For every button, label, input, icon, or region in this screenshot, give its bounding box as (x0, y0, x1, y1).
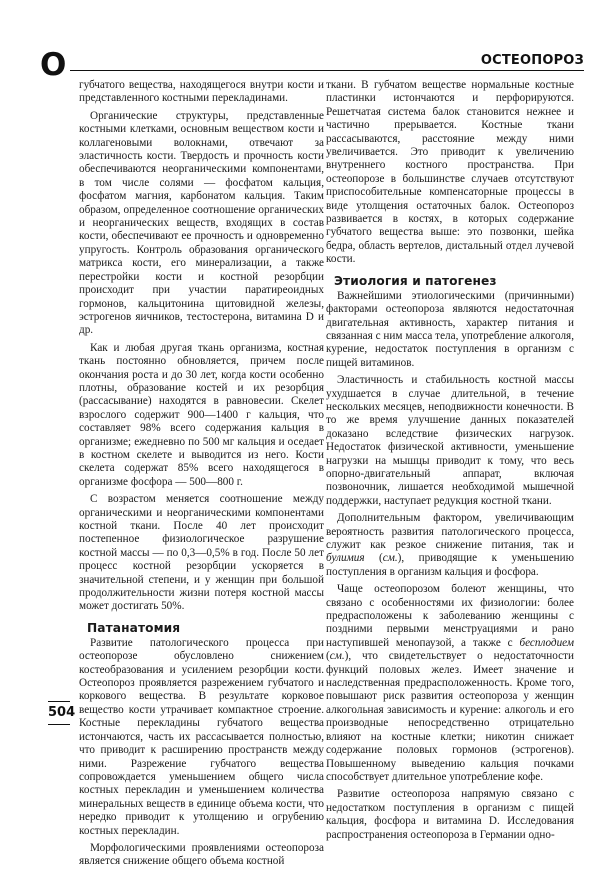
paragraph: Органические структуры, представленные костными клетками, основным веществом кости и коллагеновыми волокнами, отвечают за эластичность кости. Твердость и прочность кости обеспечиваются неорганическими компонентами, в том числе солями — фосфатом кальция, фосфатом магния, карбонатом кальция. Таким образом, определенное соотношение органических и неорганических веществ, входящих в состав кости, обеспечивают ее прочность и одновременно упругость. Контроль образования органического матрикса кости, его минерализации, а также перестройки кости и костной резорбции происходит при участии паратиреоидных гормонов, кальцитонина щитовидной железы, эстрогенов яичников, тестостерона, витамина D и др. (79, 109, 324, 337)
paragraph (326, 512, 574, 579)
section-heading-pathanatomy: Патанатомия (87, 620, 181, 635)
paragraph (326, 583, 574, 784)
text-run: Чаще остеопорозом болеют женщины, что связано с особенностями их физиологии: более предрасположены к заболеванию женщины с поздними первыми менструациями и рано наступившей менопаузой, а также с (326, 583, 574, 649)
paragraph: Важнейшими этиологическими (причинными) факторами остеопороза являются недостаточная двигательная активность, характер питания и связанная с ним масса тела, употребление алкоголя, курение, недостаток поступления в организм с пищей витаминов. (326, 289, 574, 369)
running-title: ОСТЕОПОРОЗ (480, 53, 584, 68)
text-run: ), приводящие к уменьшению поступления в организм кальция и фосфора. (326, 552, 574, 578)
section-heading-etiology: Этиология и патогенез (334, 273, 497, 288)
paragraph: Развитие патологического процесса при остеопорозе обусловлено снижением костеобразования и усилением резорбции кости. Остеопороз проявляется разрежением губчатого и коркового вещества. В результате корковое вещество кости утрачивает компактное строение. Костные перекладины губчатого вещества истончаются, часть их рассасывается полностью, что приводит к расширению пространств между ними. Разрежение губчатого вещества сопровождается уменьшением общего числа костных перекладин и уменьшением количества минеральных веществ в единице объема кости, что нередко приводит к утолщению и огрубению костных перекладин. (79, 636, 324, 837)
paragraph: губчатого вещества, находящегося внутри кости и представленного костными перекладинами. (79, 79, 324, 105)
right-column (326, 79, 574, 842)
page-number: 504 (48, 705, 76, 720)
left-column (79, 79, 324, 869)
section-letter: О (40, 47, 67, 83)
text-run: ( (326, 650, 330, 663)
cross-reference-infertility[interactable]: бесплодием (519, 636, 574, 649)
see-reference: см. (329, 650, 345, 663)
page-number-rule-bottom (48, 724, 70, 725)
paragraph: Морфологическими проявлениями остеопороза является снижение общего объема костной (79, 841, 324, 868)
text-run: ( (364, 552, 383, 565)
paragraph: ткани. В губчатом веществе нормальные костные пластинки истончаются и перфорируются. Решетчатая система балок становится нежнее и частично прерывается. Костные ткани рассасываются, расстояние между ними увеличивается. Это приводит к увеличению внутреннего костного пространства. При остеопорозе в большинстве случаев отсутствуют приспособительные компенсаторные процессы в виде утолщения остаточных балок. Остеопороз развивается в костях, в которых содержание губчатого вещества выше: это позвонки, шейка бедра, область вертелов, дистальный отдел лучевой кости. (326, 79, 574, 266)
header-rule (70, 70, 584, 71)
paragraph: С возрастом меняется соотношение между органическими и неорганическими компонентами костной ткани. После 40 лет происходит постепенное физиологическое разрушение костной массы — по 0,3—0,5% в год. После 50 лет процесс костной резорбции ускоряется в значительной степени, и у женщин при большой продолжительности жизни потеря костной массы может достигать 50%. (79, 493, 324, 613)
page-number-rule-top (48, 701, 70, 702)
paragraph: Эластичность и стабильность костной массы ухудшается в случае длительной, в течение нескольких месяцев, неподвижности конечности. В то же время улучшение данных показателей доказано вследствие физических нагрузок. Недостаток физической активности, уменьшение нагрузки на мышцы приводит к тому, что весь опорно-двигательный аппарат, включая позвоночник, лишается необходимой мышечной поддержки, наступает редукция костной ткани. (326, 374, 574, 507)
cross-reference-bulimia[interactable]: булимия (326, 552, 365, 565)
paragraph: Развитие остеопороза напрямую связано с недостатком поступления в организм с пищей кальция, фосфора и витамина D. Исследования распространения остеопороза в Германии одно- (326, 788, 574, 841)
text-run: Дополнительным фактором, увеличивающим вероятность развития патологического процесса, служит как резкое снижение питания, так и (326, 512, 574, 551)
see-reference: см. (382, 552, 398, 565)
text-run: ), что свидетельствует о недостаточности функций половых желез. Имеет значение и наследственная предрасположенность. Кроме того, повышают риск развития остеопороза у женщин алкогольная зависимость и курение: алкоголь и его производные непосредственно отрицательно влияют на костные клетки; никотин снижает содержание половых гормонов (эстрогенов). Повышенному выведению кальция почками способствует длительное употребление кофе. (326, 650, 574, 783)
paragraph: Как и любая другая ткань организма, костная ткань постоянно обновляется, причем после окончания роста и до 30 лет, когда кости особенно плотны, образование костей и их резорбция (рассасывание) находятся в равновесии. Скелет взрослого содержит 900—1400 г кальция, что составляет 98% всего содержания кальция в организме; ежедневно по 500 мг кальция и оседает в костном скелете и выводится из него. Кости скелета содержат 85% всего находящегося в организме фосфора — 500—800 г. (79, 341, 324, 488)
page-number-block (48, 701, 76, 725)
